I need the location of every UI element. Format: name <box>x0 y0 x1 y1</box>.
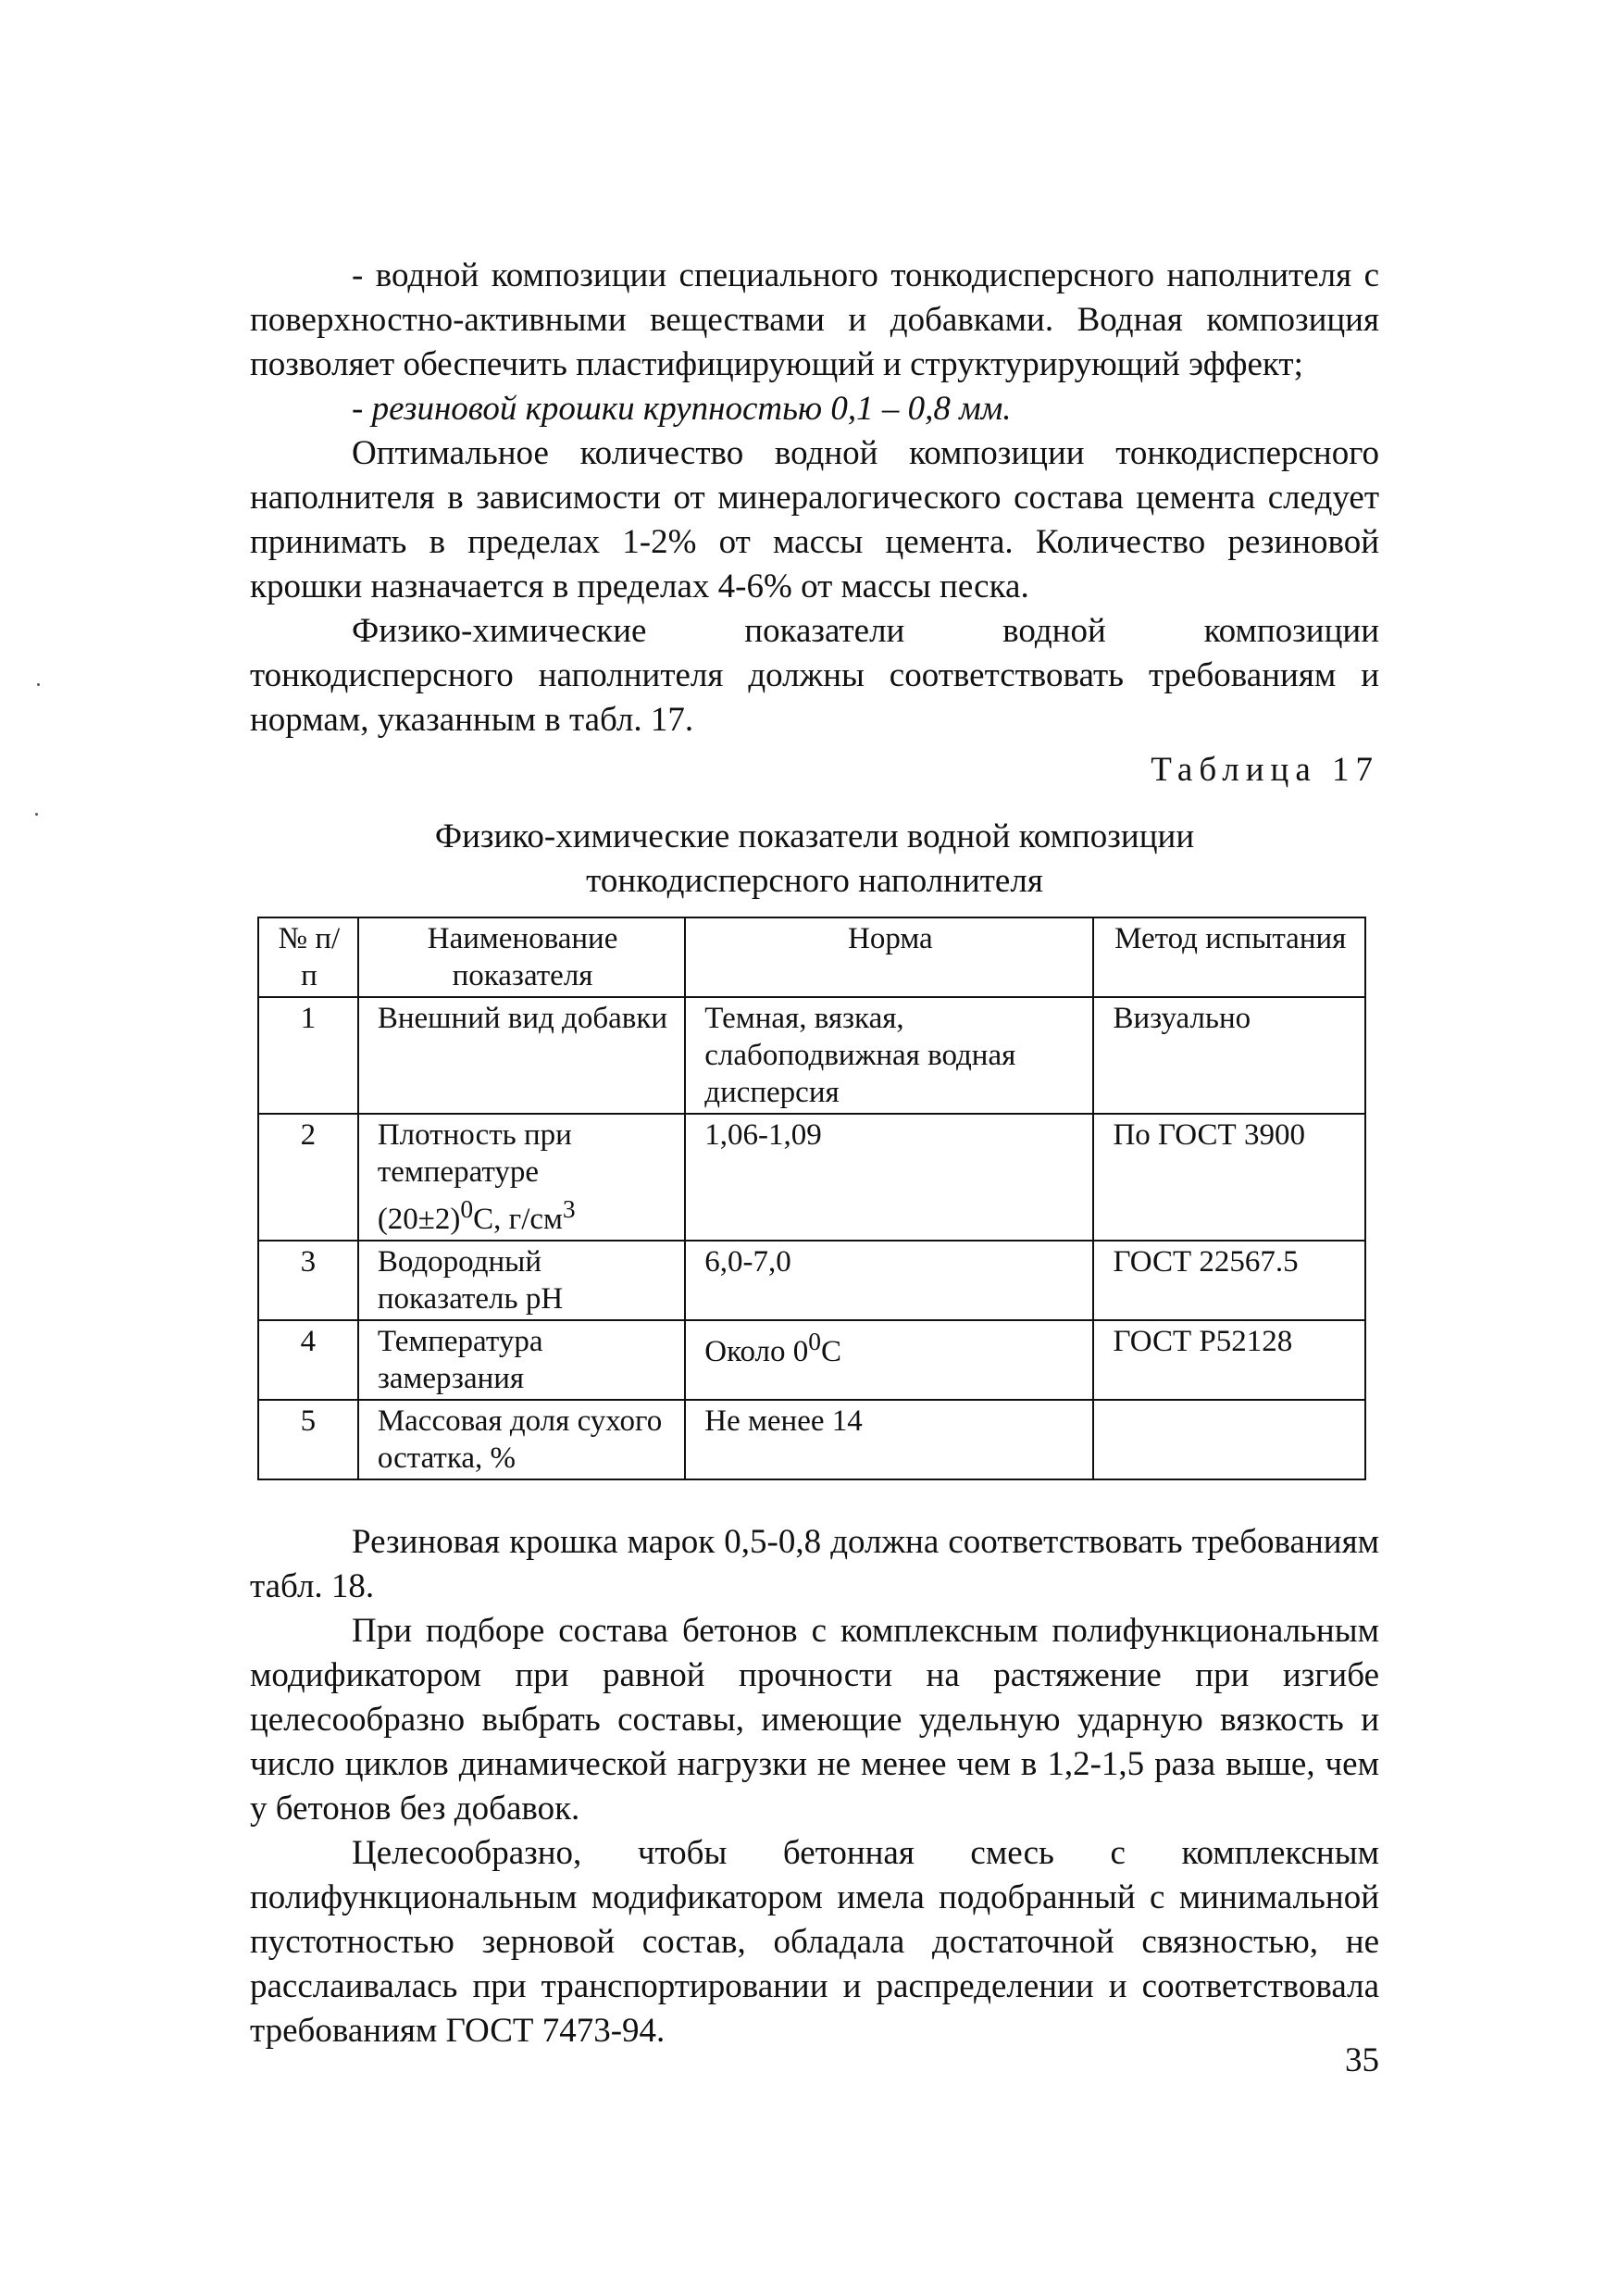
cell-num: 5 <box>258 1400 358 1479</box>
list-item-rubber: - резиновой крошки крупностью 0,1 – 0,8 мм. <box>352 390 1012 428</box>
table-title <box>250 815 1379 904</box>
cell-norm: Не менее 14 <box>685 1400 1093 1479</box>
degree-superscript: 0 <box>808 1327 822 1355</box>
cell-method <box>1093 1400 1365 1479</box>
header-name: Наименование показателя <box>358 917 685 997</box>
cell-name: Внешний вид добавки <box>358 997 685 1114</box>
cell-norm: 6,0-7,0 <box>685 1241 1093 1320</box>
paragraph-rubber-grades: Резиновая крошка марок 0,5-0,8 должна соответствовать требованиям табл. 18. <box>250 1523 1379 1605</box>
cell-method: По ГОСТ 3900 <box>1093 1114 1365 1241</box>
cell-name-text: Плотность при температуре (20±2) <box>377 1118 572 1236</box>
cell-norm: Темная, вязкая, слабоподвижная водная дисперсия <box>685 997 1093 1114</box>
table-row <box>258 1400 1365 1479</box>
paragraph-optimal-amount: Оптимальное количество водной композиции тонкодисперсного наполнителя в зависимости от минералогического состава цемента следует принимать в пределах 1-2% от массы цемента. Количество резиновой крошки назначается в пределах 4-6% от массы песка. <box>250 434 1379 605</box>
cube-superscript: 3 <box>562 1194 576 1223</box>
cell-method: ГОСТ 22567.5 <box>1093 1241 1365 1320</box>
scan-speck <box>37 683 40 686</box>
cell-method: ГОСТ Р52128 <box>1093 1320 1365 1400</box>
properties-table <box>257 917 1366 1480</box>
table-label: Таблица 17 <box>1151 751 1379 789</box>
cell-num: 1 <box>258 997 358 1114</box>
paragraph-mix: Целесообразно, чтобы бетонная смесь с комплексным полифункциональным модификатором имела подобранный с минимальной пустотностью зерновой состав, обладала достаточной связностью, не расслаивалась при транспортировании и распределении и соответствовала требованиям ГОСТ 7473-94. <box>250 1834 1379 2050</box>
cell-norm-text: Около 0 <box>704 1335 809 1368</box>
cell-norm-unit: С <box>821 1335 842 1368</box>
cell-norm <box>685 1320 1093 1400</box>
cell-name <box>358 1114 685 1241</box>
list-item-filler: - водной композиции специального тонкодисперсного наполнителя с поверхностно-активными веществами и добавками. Водная композиция позволяет обеспечить пластифицирующий и структурирующий эффект; <box>250 256 1379 383</box>
header-num: № п/п <box>258 917 358 997</box>
cell-num: 3 <box>258 1241 358 1320</box>
cell-method: Визуально <box>1093 997 1365 1114</box>
paragraph-selection: При подборе состава бетонов с комплексным полифункциональным модификатором при равной прочности на растяжение при изгибе целесообразно выбрать составы, имеющие удельную ударную вязкость и число циклов динамической нагрузки не менее чем в 1,2-1,5 раза выше, чем у бетонов без добавок. <box>250 1612 1379 1828</box>
intro-text <box>250 254 1379 742</box>
header-norm: Норма <box>685 917 1093 997</box>
degree-superscript: 0 <box>460 1194 474 1223</box>
cell-num: 4 <box>258 1320 358 1400</box>
outro-text <box>250 1520 1379 2053</box>
cell-name: Массовая доля сухого остатка, % <box>358 1400 685 1479</box>
table-row <box>258 1114 1365 1241</box>
cell-num: 2 <box>258 1114 358 1241</box>
header-method: Метод испытания <box>1093 917 1365 997</box>
paragraph-physchem-intro: Физико-химические показатели водной композиции тонкодисперсного наполнителя должны соответствовать требованиям и нормам, указанным в табл. 17. <box>250 612 1379 739</box>
cell-name: Водородный показатель рН <box>358 1241 685 1320</box>
table-row <box>258 997 1365 1114</box>
table-row <box>258 1241 1365 1320</box>
cell-name: Температура замерзания <box>358 1320 685 1400</box>
page-number: 35 <box>1345 2041 1379 2079</box>
cell-name-unit: С, г/см <box>473 1203 563 1236</box>
table-row <box>258 1320 1365 1400</box>
table-title-line-2: тонкодисперсного наполнителя <box>586 862 1043 900</box>
cell-norm: 1,06-1,09 <box>685 1114 1093 1241</box>
table-title-line-1: Физико-химические показатели водной композиции <box>434 817 1195 855</box>
scan-speck <box>35 813 38 816</box>
table-header-row <box>258 917 1365 997</box>
